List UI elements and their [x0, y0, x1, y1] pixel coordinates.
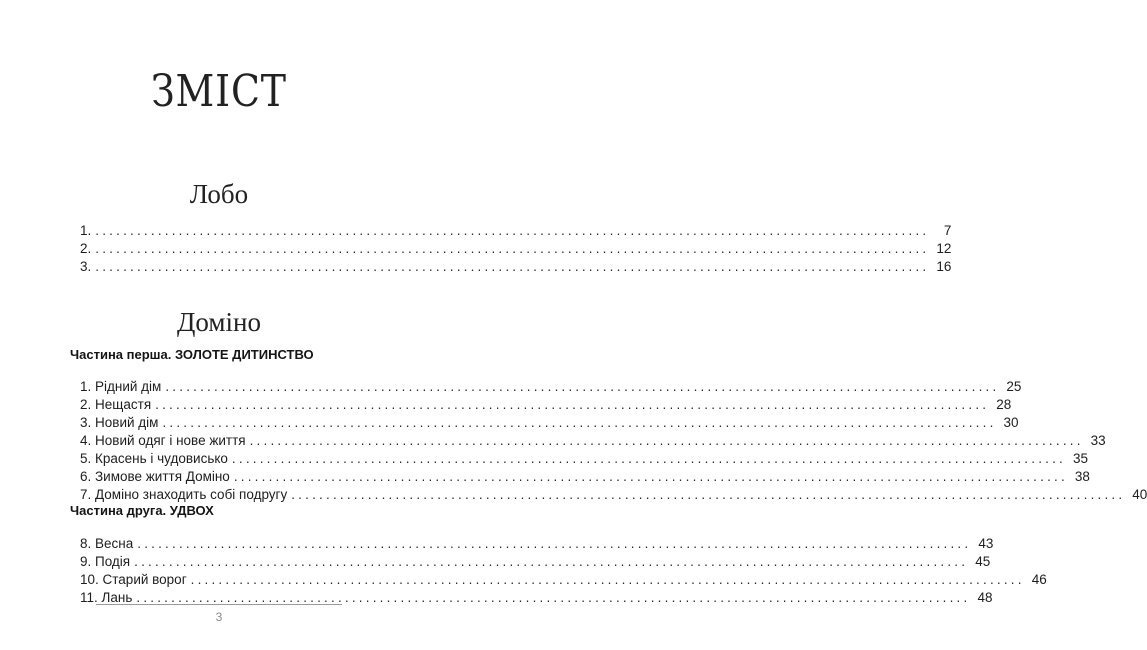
toc-entry-label: 7. Доміно знаходить собі подругу [80, 487, 288, 502]
toc-entry[interactable] [80, 468, 1090, 486]
toc-entry-page: 45 [975, 554, 991, 569]
page-number: 3 [215, 610, 223, 624]
dot-leader: ........................................................................................................................ [249, 433, 1084, 448]
toc-entry[interactable] [80, 378, 1022, 396]
toc-entry[interactable] [80, 432, 1106, 450]
toc-entry[interactable] [80, 222, 952, 240]
toc-list-part-1 [80, 378, 1147, 504]
toc-list-part-2 [80, 535, 1047, 607]
dot-leader: ........................................................................................................................ [190, 572, 1025, 587]
toc-entry-label: 6. Зимове життя Доміно [80, 469, 230, 484]
toc-entry-label: 4. Новий одяг і нове життя [80, 433, 246, 448]
toc-list-lobo [80, 222, 952, 276]
toc-entry-page: 33 [1090, 433, 1106, 448]
part-heading-1: Частина перша. ЗОЛОТЕ ДИТИНСТВО [70, 347, 314, 362]
toc-entry[interactable] [80, 396, 1012, 414]
toc-entry[interactable] [80, 240, 952, 258]
toc-entry-page: 16 [936, 259, 952, 274]
toc-entry-label: 2. Нещастя [80, 397, 152, 412]
dot-leader: ........................................................................................................................ [95, 259, 930, 274]
toc-entry-page: 43 [978, 536, 994, 551]
dot-leader: ........................................................................................................................ [233, 469, 1068, 484]
toc-entry-label: 11. Лань [80, 590, 133, 605]
toc-entry-label: 2. [80, 241, 92, 256]
toc-entry[interactable] [80, 450, 1089, 468]
toc-entry-page: 35 [1072, 451, 1089, 466]
section-title-domino: Доміно [177, 307, 261, 337]
dot-leader: ........................................................................................................................ [95, 241, 930, 256]
dot-leader: ........................................................................................................................ [136, 590, 971, 605]
toc-entry[interactable] [80, 258, 952, 276]
toc-entry[interactable] [80, 553, 991, 571]
toc-entry[interactable] [80, 414, 1019, 432]
dot-leader: ........................................................................................................................ [137, 536, 972, 551]
toc-entry-label: 8. Весна [80, 536, 134, 551]
dot-leader: ........................................................................................................................ [134, 554, 969, 569]
toc-entry-page: 46 [1031, 572, 1047, 587]
toc-entry[interactable] [80, 571, 1047, 589]
toc-entry-page: 12 [936, 241, 952, 256]
toc-entry-page: 38 [1074, 469, 1090, 484]
toc-entry-page: 48 [977, 590, 993, 605]
dot-leader: ........................................................................................................................ [162, 415, 997, 430]
toc-entry[interactable] [80, 535, 994, 553]
section-title-lobo: Лобо [189, 179, 249, 209]
dot-leader: ........................................................................................................................ [155, 397, 990, 412]
toc-entry-label: 1. Рідний дім [80, 379, 162, 394]
toc-entry-page: 28 [996, 397, 1012, 412]
page-title: ЗМІСТ [151, 66, 287, 117]
dot-leader: ........................................................................................................................ [291, 487, 1126, 502]
footer-divider [96, 604, 342, 605]
toc-entry-label: 10. Старий ворог [80, 572, 187, 587]
part-heading-2: Частина друга. УДВОХ [70, 503, 214, 518]
toc-entry-page: 40 [1132, 487, 1147, 502]
dot-leader: ........................................................................................................................ [165, 379, 1000, 394]
toc-entry-label: 1. [80, 223, 92, 238]
toc-entry-label: 9. Подія [80, 554, 131, 569]
dot-leader: ........................................................................................................................ [95, 223, 930, 238]
dot-leader: ........................................................................................................................ [231, 451, 1067, 466]
toc-entry-page: 30 [1003, 415, 1019, 430]
toc-entry-label: 3. [80, 259, 92, 274]
toc-entry-label: 5. Красень і чудовисько [80, 451, 228, 466]
toc-entry-label: 3. Новий дім [80, 415, 159, 430]
toc-entry-page: 7 [943, 223, 952, 238]
toc-entry-page: 25 [1006, 379, 1022, 394]
